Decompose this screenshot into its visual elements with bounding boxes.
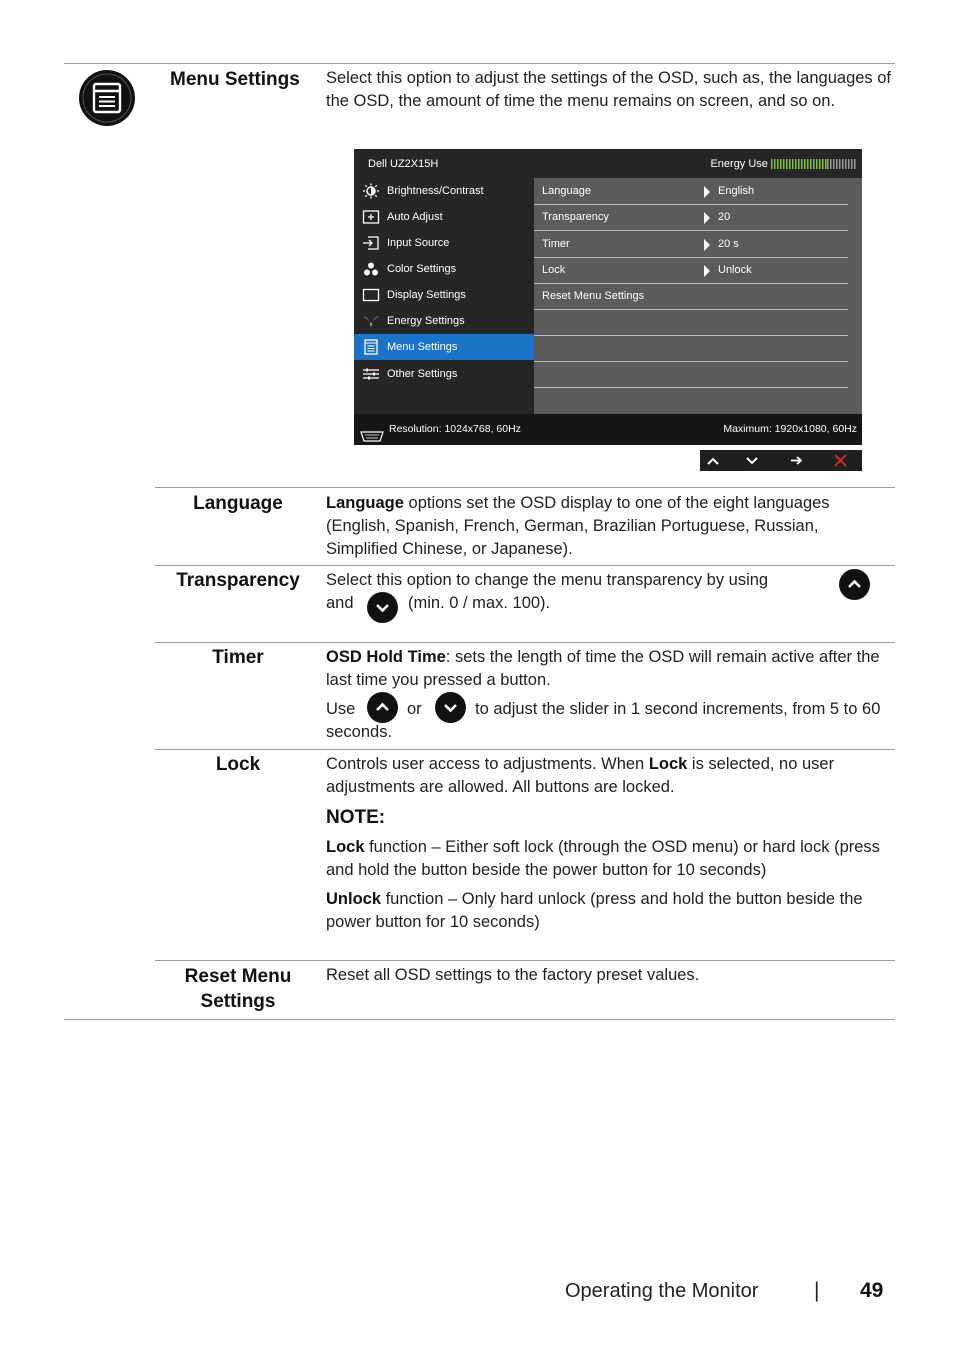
nav-close-button[interactable]	[822, 450, 862, 471]
osd-item-label: Energy Settings	[387, 315, 465, 327]
timer-term: Timer	[212, 647, 264, 668]
osd-item-label: Menu Settings	[387, 341, 458, 353]
unlock-function-text: function – Only hard unlock (press and hold the button beside the power button for 10 seconds)	[326, 890, 863, 931]
arrow-right-icon	[704, 212, 710, 224]
energy-bars-icon	[771, 159, 827, 169]
osd-item-label: Auto Adjust	[387, 211, 443, 223]
transparency-term: Transparency	[176, 570, 300, 591]
reset-description	[326, 964, 892, 987]
osd-row-timer[interactable]	[534, 231, 848, 258]
rule	[155, 487, 895, 488]
arrow-right-icon	[704, 265, 710, 277]
energy-settings-icon	[362, 313, 380, 329]
osd-row-reset[interactable]	[534, 283, 848, 310]
osd-nav-bar	[700, 450, 862, 471]
transparency-and: and	[326, 594, 354, 612]
osd-row-lock[interactable]	[534, 257, 848, 284]
menu-settings-small-icon	[362, 339, 380, 355]
reset-term	[155, 964, 321, 1014]
footer-section-title: Operating the Monitor	[565, 1280, 759, 1302]
osd-row-value: 20 s	[718, 238, 739, 250]
lock-term: Lock	[215, 754, 261, 775]
timer-or-text: or	[407, 700, 422, 718]
osd-main-menu	[354, 178, 534, 414]
menu-settings-text: Select this option to adjust the settings of the OSD, such as, the languages of the OSD, the amount of time the menu remains on screen, and so on.	[326, 69, 892, 110]
lock-note: NOTE:	[326, 807, 386, 828]
osd-item-label: Brightness/Contrast	[387, 185, 484, 197]
osd-item-color-settings[interactable]	[354, 256, 534, 282]
timer-bold: OSD Hold Time	[326, 648, 446, 666]
lock-function-text: function – Either soft lock (through the OSD menu) or hard lock (press and hold the button beside the power button for 10 seconds)	[326, 838, 880, 879]
menu-settings-term: Menu Settings	[170, 69, 300, 90]
rule	[155, 749, 895, 750]
osd-row-transparency[interactable]	[534, 204, 848, 231]
timer-rest-text: to adjust the slider in 1 second increments, from 5 to 60 seconds.	[326, 700, 881, 741]
arrow-right-icon	[704, 186, 710, 198]
osd-row-empty	[534, 335, 848, 362]
transparency-description	[326, 569, 892, 592]
osd-footer	[354, 414, 862, 445]
osd-row-empty	[534, 361, 848, 388]
osd-item-label: Color Settings	[387, 263, 457, 275]
input-connector-icon	[359, 424, 385, 455]
osd-row-label: Transparency	[542, 211, 609, 223]
page-number: 49	[860, 1279, 884, 1302]
osd-row-label: Timer	[542, 238, 570, 250]
unlock-function-bold: Unlock	[326, 890, 382, 908]
timer-description	[326, 646, 892, 692]
display-settings-icon	[362, 287, 380, 303]
lock-function-bold: Lock	[326, 838, 365, 856]
language-bold: Language	[326, 494, 404, 512]
osd-maximum: Maximum: 1920x1080, 60Hz	[723, 423, 857, 435]
transparency-text-1: Select this option to change the menu transparency by using	[326, 571, 769, 589]
energy-bars-empty-icon	[827, 159, 857, 169]
timer-text: : sets the length of time the OSD will remain active after the last time you pressed a button.	[326, 648, 880, 689]
osd-item-display-settings[interactable]	[354, 282, 534, 308]
osd-model: Dell UZ2X15H	[368, 158, 439, 170]
osd-energy	[710, 158, 857, 170]
osd-item-input-source[interactable]	[354, 230, 534, 256]
osd-row-label: Reset Menu Settings	[542, 290, 645, 302]
osd-item-auto-adjust[interactable]	[354, 204, 534, 230]
other-settings-icon	[362, 366, 380, 382]
auto-adjust-icon	[362, 209, 380, 225]
osd-row-empty	[534, 309, 848, 336]
language-term: Language	[193, 493, 283, 514]
menu-settings-description	[326, 67, 892, 113]
osd-screenshot	[354, 149, 862, 445]
down-button-icon	[367, 592, 398, 623]
osd-submenu	[534, 178, 862, 414]
lock-text-2: is selected, no user adjustments are allowed. All buttons are locked.	[326, 755, 835, 796]
osd-item-menu-settings[interactable]	[354, 334, 534, 360]
color-settings-icon	[362, 261, 380, 277]
transparency-range: (min. 0 / max. 100).	[408, 594, 551, 612]
timer-use-text: Use	[326, 700, 356, 718]
osd-item-energy-settings[interactable]	[354, 308, 534, 334]
osd-resolution: Resolution: 1024x768, 60Hz	[389, 423, 521, 435]
lock-text-1: Controls user access to adjustments. When	[326, 755, 649, 773]
reset-text: Reset all OSD settings to the factory preset values.	[326, 966, 700, 984]
language-description	[326, 492, 892, 561]
osd-row-label: Language	[542, 185, 591, 197]
brightness-icon	[362, 183, 380, 199]
rule	[155, 960, 895, 961]
rule	[155, 565, 895, 566]
osd-item-brightness-contrast[interactable]	[354, 178, 534, 204]
arrow-right-icon	[704, 239, 710, 251]
osd-item-label: Other Settings	[387, 368, 458, 380]
rule	[155, 642, 895, 643]
osd-item-other-settings[interactable]	[354, 361, 534, 387]
osd-item-label: Input Source	[387, 237, 450, 249]
osd-row-value: English	[718, 185, 755, 197]
osd-row-value: 20	[718, 211, 731, 223]
osd-row-label: Lock	[542, 264, 566, 276]
language-text: options set the OSD display to one of the eight languages (English, Spanish, French, German, Brazilian Portuguese, Russian, Simplified Chinese, or Japanese).	[326, 494, 830, 558]
osd-row-value: Unlock	[718, 264, 752, 276]
menu-settings-icon	[78, 69, 136, 127]
nav-right-button[interactable]	[780, 450, 820, 471]
nav-up-button[interactable]	[700, 450, 740, 471]
osd-item-label: Display Settings	[387, 289, 466, 301]
osd-energy-label: Energy Use	[710, 158, 768, 170]
reset-term-line-2: Settings	[200, 991, 276, 1012]
reset-term-line-1: Reset Menu	[184, 966, 292, 987]
lock-bold: Lock	[648, 755, 688, 773]
lock-description	[326, 753, 892, 934]
nav-down-button[interactable]	[740, 450, 780, 471]
footer-separator: |	[814, 1279, 820, 1302]
top-rule	[64, 63, 895, 64]
timer-rest	[326, 698, 888, 744]
bottom-rule	[64, 1019, 895, 1020]
input-source-icon	[362, 235, 380, 251]
osd-row-language[interactable]	[534, 178, 848, 205]
transparency-description-3	[408, 592, 888, 615]
